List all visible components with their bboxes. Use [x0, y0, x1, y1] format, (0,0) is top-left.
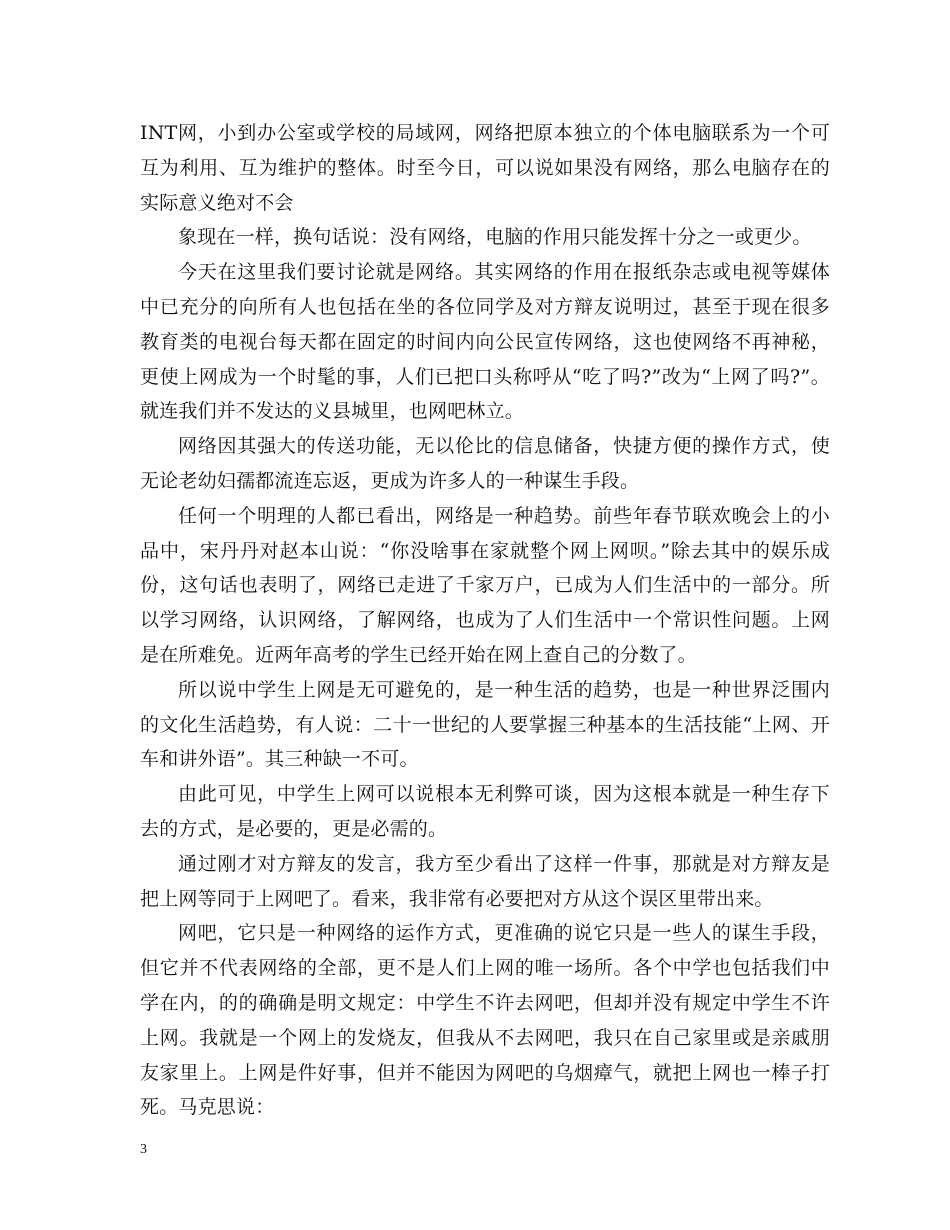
paragraph-9: 网吧，它只是一种网络的运作方式，更准确的说它只是一些人的谋生手段，但它并不代表网络的全部，更不是人们上网的唯一场所。各个中学也包括我们中学在内，的的确确是明文规定：中学生不许去网吧，但却并没有规定中学生不许上网。我就是一个网上的发烧友，但我从不去网吧，我只在自己家里或是亲戚朋友家里上。上网是件好事，但并不能因为网吧的乌烟瘴气，就把上网也一棒子打死。马克思说： — [140, 922, 830, 1119]
page-number: 3 — [140, 1142, 147, 1157]
paragraph-1: INT网，小到办公室或学校的局域网，网络把原本独立的个体电脑联系为一个可互为利用、互为维护的整体。时至今日，可以说如果没有网络，那么电脑存在的实际意义绝对不会 — [140, 122, 830, 214]
paragraph-5: 任何一个明理的人都已看出，网络是一种趋势。前些年春节联欢晚会上的小品中，宋丹丹对赵本山说：“你没啥事在家就整个网上网呗。”除去其中的娱乐成份，这句话也表明了，网络已走进了千家万户，已成为人们生活中的一部分。所以学习网络，认识网络，了解网络，也成为了人们生活中一个常识性问题。上网是在所难免。近两年高考的学生已经开始在网上查自己的分数了。 — [140, 504, 830, 666]
paragraph-3: 今天在这里我们要讨论就是网络。其实网络的作用在报纸杂志或电视等媒体中已充分的向所有人也包括在坐的各位同学及对方辩友说明过，甚至于现在很多教育类的电视台每天都在固定的时间内向公民宣传网络，这也使网络不再神秘，更使上网成为一个时髦的事，人们已把口头称呼从“吃了吗?”改为“上网了吗?”。就连我们并不发达的义县城里，也网吧林立。 — [140, 261, 830, 423]
paragraph-4: 网络因其强大的传送功能，无以伦比的信息储备，快捷方便的操作方式，使无论老幼妇孺都流连忘返，更成为许多人的一种谋生手段。 — [140, 435, 830, 492]
paragraph-8: 通过刚才对方辩友的发言，我方至少看出了这样一件事，那就是对方辩友是把上网等同于上网吧了。看来，我非常有必要把对方从这个误区里带出来。 — [140, 852, 830, 910]
paragraph-2: 象现在一样，换句话说：没有网络，电脑的作用只能发挥十分之一或更少。 — [178, 226, 812, 249]
paragraph-7: 由此可见，中学生上网可以说根本无利弊可谈，因为这根本就是一种生存下去的方式，是必要的，更是必需的。 — [140, 783, 830, 840]
body-text — [140, 116, 830, 1125]
paragraph-6: 所以说中学生上网是无可避免的，是一种生活的趋势，也是一种世界泛围内的文化生活趋势，有人说：二十一世纪的人要掌握三种基本的生活技能“上网、开车和讲外语”。其三种缺一不可。 — [140, 678, 830, 771]
